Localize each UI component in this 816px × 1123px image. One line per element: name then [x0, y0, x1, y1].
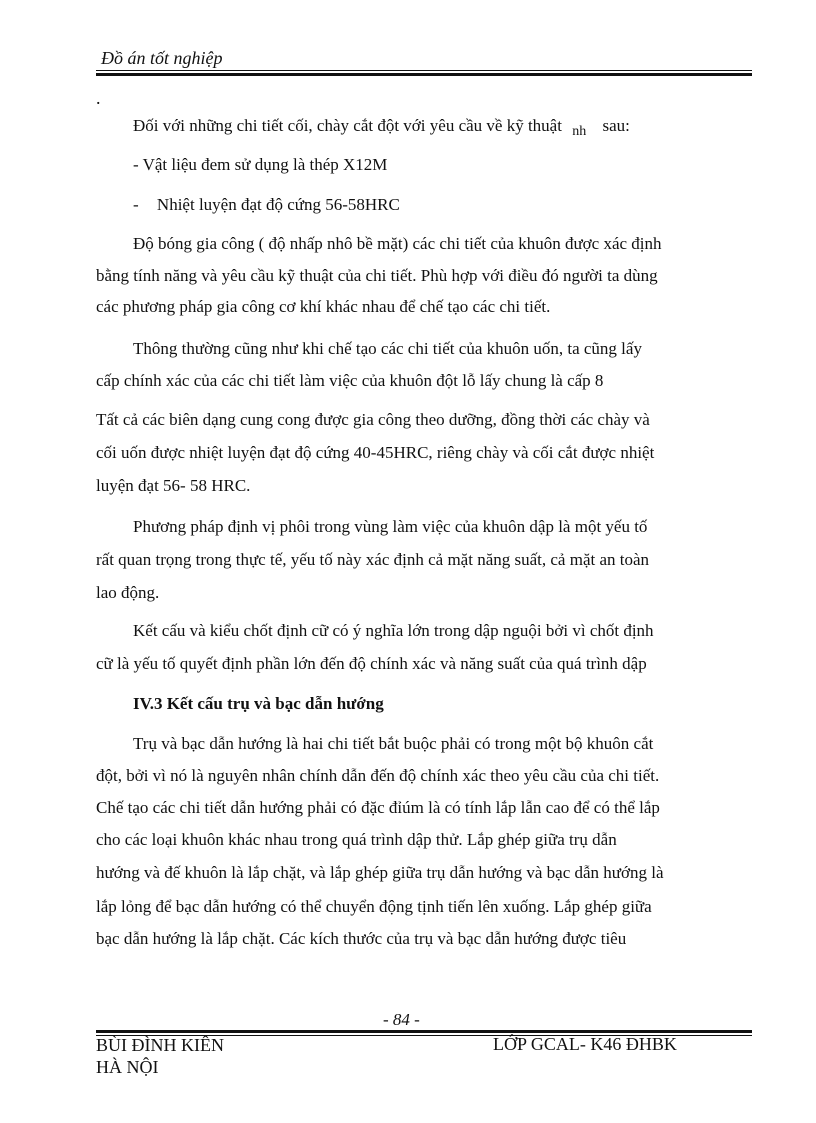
- paragraph-line: Trụ và bạc dẫn hướng là hai chi tiết bắt buộc phải có trong một bộ khuôn cắt: [133, 734, 654, 753]
- paragraph-line: Phương pháp định vị phôi trong vùng làm việc của khuôn dập là một yếu tố: [133, 517, 648, 536]
- paragraph-line: cấp chính xác của các chi tiết làm việc của khuôn đột lỗ lấy chung là cấp 8: [96, 371, 604, 390]
- paragraph-line: [133, 116, 630, 139]
- paragraph-line: đột, bởi vì nó là nguyên nhân chính dẫn đến độ chính xác theo yêu cầu của chi tiết.: [96, 766, 660, 785]
- paragraph-line: các phương pháp gia công cơ khí khác nhau để chế tạo các chi tiết.: [96, 297, 551, 316]
- class-info: LỚP GCAL- K46 ĐHBK: [493, 1034, 677, 1054]
- text-segment: nh: [572, 124, 587, 139]
- header-rule-thick: [96, 73, 752, 76]
- text-segment: sau:: [602, 116, 630, 135]
- paragraph-line: bằng tính năng và yêu cầu kỹ thuật của chi tiết. Phù hợp với điều đó người ta dùng: [96, 266, 658, 285]
- paragraph-line: cữ là yếu tố quyết định phần lớn đến độ chính xác và năng suất của quá trình dập: [96, 654, 647, 673]
- paragraph-line: - Vật liệu đem sử dụng là thép X12M: [133, 155, 388, 174]
- text-segment: Nhiệt luyện đạt độ cứng 56-58HRC: [156, 195, 400, 214]
- stray-dot: .: [96, 88, 101, 108]
- document-title: Đồ án tốt nghiệp: [101, 48, 223, 68]
- paragraph-line: [133, 195, 400, 215]
- paragraph-line: luyện đạt 56- 58 HRC.: [96, 476, 251, 495]
- paragraph-line: Chế tạo các chi tiết dẫn hướng phải có đặc đỉúm là có tính lắp lẫn cao để có thể lắp: [96, 798, 660, 817]
- header-rule-thin: [96, 70, 752, 71]
- paragraph-line: bạc dẫn hướng là lắp chặt. Các kích thước của trụ và bạc dẫn hướng được tiêu: [96, 929, 627, 948]
- author-city: HÀ NỘI: [96, 1057, 159, 1077]
- paragraph-line: cối uốn được nhiệt luyện đạt độ cứng 40-45HRC, riêng chày và cối cắt được nhiệt: [96, 443, 655, 462]
- list-dash: -: [133, 195, 139, 214]
- footer-rule-thick: [96, 1030, 752, 1033]
- paragraph-line: Độ bóng gia công ( độ nhấp nhô bề mặt) các chi tiết của khuôn được xác định: [133, 234, 662, 253]
- paragraph-line: cho các loại khuôn khác nhau trong quá trình dập thử. Lắp ghép giữa trụ dẫn: [96, 830, 617, 849]
- author-block: [96, 1034, 224, 1078]
- paragraph-line: Tất cả các biên dạng cung cong được gia công theo dưỡng, đồng thời các chày và: [96, 410, 650, 429]
- text-segment: Đối với những chi tiết cối, chày cắt đột với yêu cầu về kỹ thuật: [133, 116, 562, 135]
- paragraph-line: Thông thường cũng như khi chế tạo các chi tiết của khuôn uốn, ta cũng lấy: [133, 339, 642, 358]
- paragraph-line: Kết cấu và kiểu chốt định cữ có ý nghĩa lớn trong dập nguội bởi vì chốt định: [133, 621, 654, 640]
- section-heading: IV.3 Kết cấu trụ và bạc dẫn hướng: [133, 694, 384, 713]
- page-number: - 84 -: [383, 1010, 420, 1029]
- author-name: BÙI ĐÌNH KIÊN: [96, 1035, 224, 1055]
- paragraph-line: hướng và đế khuôn là lắp chặt, và lắp ghép giữa trụ dẫn hướng và bạc dẫn hướng là: [96, 863, 664, 882]
- paragraph-line: lao động.: [96, 583, 160, 602]
- paragraph-line: lắp lỏng để bạc dẫn hướng có thể chuyển động tịnh tiến lên xuống. Lắp ghép giữa: [96, 897, 652, 916]
- paragraph-line: rất quan trọng trong thực tế, yếu tố này xác định cả mặt năng suất, cả mặt an toàn: [96, 550, 650, 569]
